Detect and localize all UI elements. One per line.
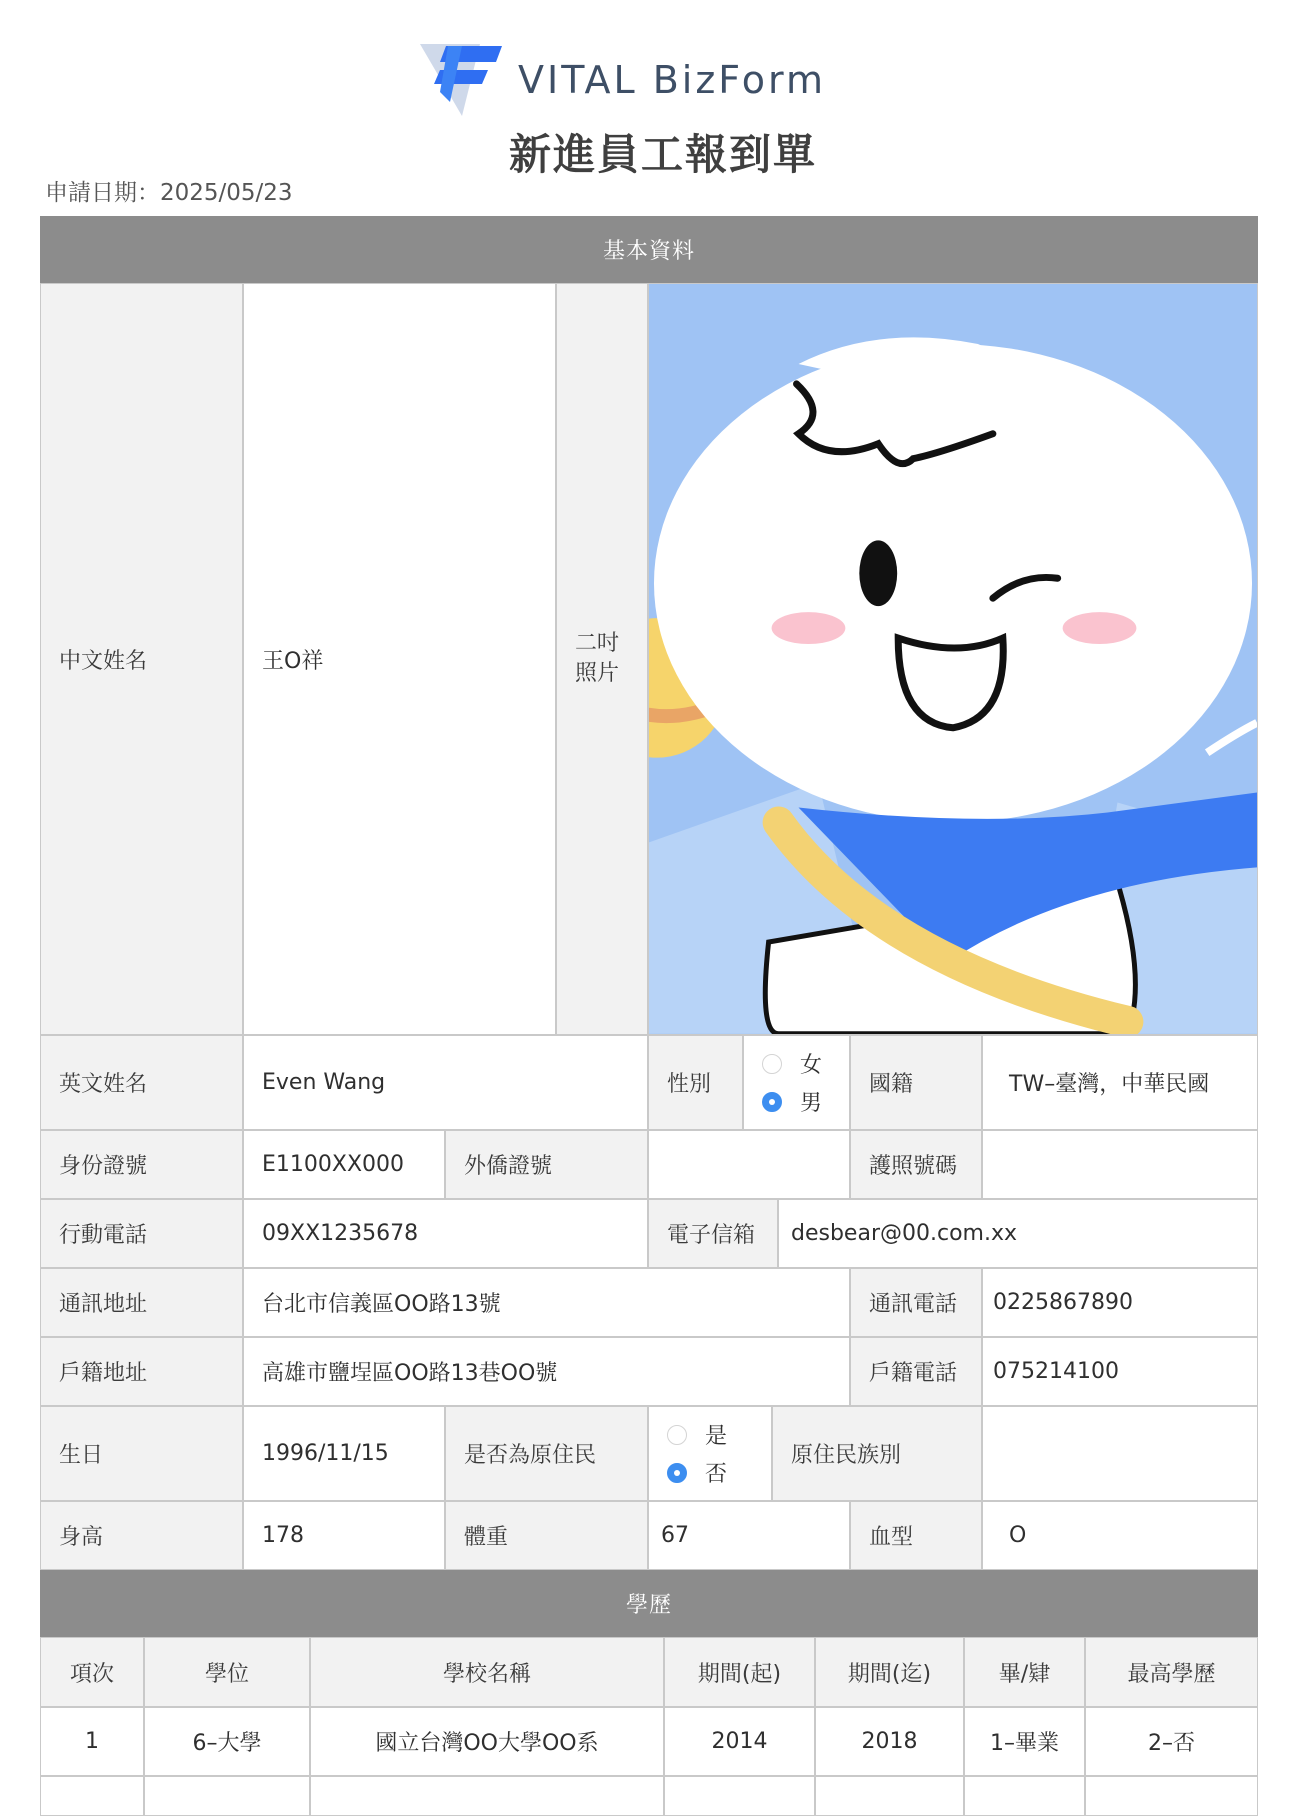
edu-col-end: 期間(迄) [815, 1637, 964, 1707]
edu-col-start: 期間(起) [664, 1637, 815, 1707]
nationality-value[interactable]: TW–臺灣，中華民國 [982, 1035, 1258, 1130]
gender-option-male[interactable] [762, 1083, 822, 1121]
blood-type-label: 血型 [850, 1501, 982, 1570]
edu-cell-degree[interactable]: 6–大學 [144, 1707, 310, 1776]
edu-col-degree: 學位 [144, 1637, 310, 1707]
edu-cell-empty [144, 1776, 310, 1816]
photo-label: 二吋照片 [556, 283, 648, 1035]
edu-col-school: 學校名稱 [310, 1637, 664, 1707]
edu-cell-empty [815, 1776, 964, 1816]
height-label: 身高 [40, 1501, 243, 1570]
edu-cell-empty [964, 1776, 1085, 1816]
household-address-label: 戶籍地址 [40, 1337, 243, 1406]
indigenous-option-yes[interactable] [667, 1416, 727, 1454]
mail-address-label: 通訊地址 [40, 1268, 243, 1337]
overseas-id-value[interactable] [648, 1130, 850, 1199]
section-education-header: 學歷 [40, 1570, 1258, 1637]
id-number-label: 身份證號 [40, 1130, 243, 1199]
weight-value[interactable]: 67 [648, 1501, 850, 1570]
edu-col-index: 項次 [40, 1637, 144, 1707]
gender-radio-group [743, 1035, 850, 1130]
tribe-value[interactable] [982, 1406, 1258, 1501]
passport-label: 護照號碼 [850, 1130, 982, 1199]
mail-phone-label: 通訊電話 [850, 1268, 982, 1337]
english-name-label: 英文姓名 [40, 1035, 243, 1130]
radio-unchecked-icon[interactable] [762, 1054, 782, 1074]
passport-value[interactable] [982, 1130, 1258, 1199]
form-title: 新進員工報到單 [508, 130, 817, 179]
indigenous-label: 是否為原住民 [445, 1406, 648, 1501]
height-value[interactable]: 178 [243, 1501, 445, 1570]
section-basic-header: 基本資料 [40, 216, 1258, 283]
edu-cell-empty [310, 1776, 664, 1816]
gender-label: 性別 [648, 1035, 743, 1130]
brand-name: VITAL BizForm [518, 58, 827, 102]
employee-photo[interactable] [648, 283, 1258, 1035]
radio-checked-icon[interactable] [762, 1092, 782, 1112]
english-name-value[interactable]: Even Wang [243, 1035, 648, 1130]
edu-cell-highest[interactable]: 2–否 [1085, 1707, 1258, 1776]
household-phone-label: 戶籍電話 [850, 1337, 982, 1406]
radio-checked-icon[interactable] [667, 1463, 687, 1483]
edu-cell-index: 1 [40, 1707, 144, 1776]
mobile-label: 行動電話 [40, 1199, 243, 1268]
mail-address-value[interactable]: 台北市信義區OO路13號 [243, 1268, 850, 1337]
brand-logo [418, 40, 838, 120]
edu-col-graduated: 畢/肄 [964, 1637, 1085, 1707]
email-value[interactable]: desbear@00.com.xx [778, 1199, 1258, 1268]
edu-cell-empty [40, 1776, 144, 1816]
id-number-value[interactable]: E1100XX000 [243, 1130, 445, 1199]
mail-phone-value[interactable]: 0225867890 [982, 1268, 1258, 1337]
indigenous-radio-group [648, 1406, 772, 1501]
edu-cell-empty [664, 1776, 815, 1816]
vital-logo-icon [418, 40, 508, 120]
chinese-name-value[interactable]: 王O祥 [243, 283, 556, 1035]
nationality-label: 國籍 [850, 1035, 982, 1130]
edu-cell-school[interactable]: 國立台灣OO大學OO系 [310, 1707, 664, 1776]
edu-cell-empty [1085, 1776, 1258, 1816]
indigenous-option-label: 是 [705, 1424, 728, 1449]
edu-col-highest: 最高學歷 [1085, 1637, 1258, 1707]
household-phone-value[interactable]: 075214100 [982, 1337, 1258, 1406]
indigenous-option-no[interactable] [667, 1454, 727, 1492]
apply-date: 申請日期：2025/05/23 [45, 180, 293, 206]
chinese-name-label: 中文姓名 [40, 283, 243, 1035]
household-address-value[interactable]: 高雄市鹽埕區OO路13巷OO號 [243, 1337, 850, 1406]
overseas-id-label: 外僑證號 [445, 1130, 648, 1199]
weight-label: 體重 [445, 1501, 648, 1570]
email-label: 電子信箱 [648, 1199, 778, 1268]
edu-cell-start[interactable]: 2014 [664, 1707, 815, 1776]
edu-cell-end[interactable]: 2018 [815, 1707, 964, 1776]
onboarding-form [40, 216, 1258, 1800]
tribe-label: 原住民族別 [772, 1406, 982, 1501]
birthday-value[interactable]: 1996/11/15 [243, 1406, 445, 1501]
gender-option-label: 女 [800, 1053, 823, 1078]
birthday-label: 生日 [40, 1406, 243, 1501]
edu-cell-graduated[interactable]: 1–畢業 [964, 1707, 1085, 1776]
indigenous-option-label: 否 [705, 1462, 728, 1487]
mobile-value[interactable]: 09XX1235678 [243, 1199, 648, 1268]
gender-option-female[interactable] [762, 1045, 822, 1083]
gender-option-label: 男 [800, 1091, 823, 1116]
blood-type-value[interactable]: O [982, 1501, 1258, 1570]
mascot-photo-icon [649, 283, 1257, 1035]
radio-unchecked-icon[interactable] [667, 1425, 687, 1445]
